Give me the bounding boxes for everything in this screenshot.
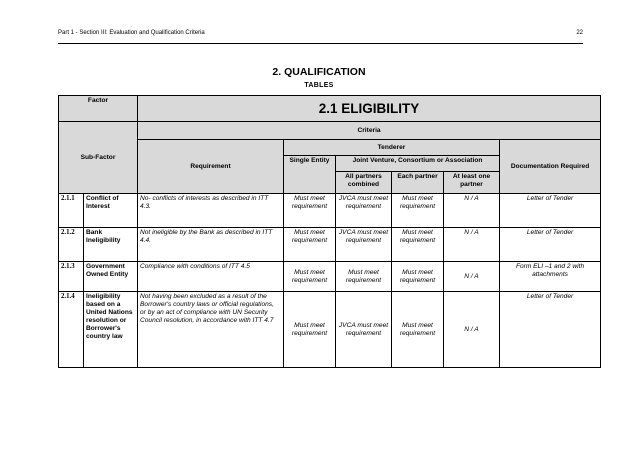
all-partners-header: All partners combined — [336, 172, 392, 194]
at-least-one-cell: N / A — [444, 262, 500, 292]
documentation-cell: Letter of Tender — [500, 194, 601, 228]
all-partners-cell: JVCA must meet requirement — [336, 194, 392, 228]
row-number: 2.1.2 — [59, 228, 84, 262]
table-row — [59, 228, 601, 262]
requirement-cell: Compliance with conditions of ITT 4.5 — [138, 262, 284, 292]
header-section-label: Part 1 - Section III: Evaluation and Qualification Criteria — [58, 30, 205, 36]
table-row — [59, 194, 601, 228]
requirement-cell: Not having been excluded as a result of the Borrower's country laws or official regulations, or by an act of compliance with UN Security Council resolution, in accordance with ITT 4.7 — [138, 292, 284, 368]
at-least-one-cell: N / A — [444, 292, 500, 368]
table-row — [59, 292, 601, 368]
each-partner-cell: Must meet requirement — [392, 228, 444, 262]
row-number: 2.1.3 — [59, 262, 84, 292]
factor-header: Factor — [59, 96, 138, 122]
header-page-number: 22 — [576, 30, 583, 36]
requirement-header: Requirement — [138, 140, 284, 194]
subfactor-cell: Government Owned Entity — [84, 262, 138, 292]
subfactor-cell: Ineligibility based on a United Nations resolution or Borrower's country law — [84, 292, 138, 368]
row-number: 2.1.1 — [59, 194, 84, 228]
at-least-one-cell: N / A — [444, 228, 500, 262]
subfactor-cell: Bank Ineligibility — [84, 228, 138, 262]
jv-header: Joint Venture, Consortium or Association — [336, 156, 500, 172]
all-partners-cell: Must meet requirement — [336, 262, 392, 292]
single-entity-cell: Must meet requirement — [284, 262, 336, 292]
criteria-header: Criteria — [138, 122, 601, 140]
at-least-one-header: At least one partner — [444, 172, 500, 194]
row-number: 2.1.4 — [59, 292, 84, 368]
each-partner-cell: Must meet requirement — [392, 262, 444, 292]
subfactor-header: Sub-Factor — [59, 122, 138, 194]
all-partners-cell: JVCA must meet requirement — [336, 292, 392, 368]
all-partners-cell: JVCA must meet requirement — [336, 228, 392, 262]
each-partner-cell: Must meet requirement — [392, 292, 444, 368]
requirement-cell: Not ineligible by the Bank as described in ITT 4.4. — [138, 228, 284, 262]
eligibility-table — [58, 95, 601, 368]
documentation-cell: Form ELI –1 and 2 with attachments — [500, 262, 601, 292]
tenderer-header: Tenderer — [284, 140, 500, 156]
section-subtitle: TABLES — [304, 82, 334, 89]
documentation-header: Documentation Required — [500, 140, 601, 194]
single-entity-cell: Must meet requirement — [284, 228, 336, 262]
subfactor-cell: Conflict of Interest — [84, 194, 138, 228]
page-header — [58, 29, 583, 44]
each-partner-cell: Must meet requirement — [392, 194, 444, 228]
single-entity-cell: Must meet requirement — [284, 194, 336, 228]
section-title: 2. QUALIFICATION — [272, 66, 366, 78]
each-partner-header: Each partner — [392, 172, 444, 194]
table-row — [59, 262, 601, 292]
requirement-cell: No- conflicts of interests as described in ITT 4.3. — [138, 194, 284, 228]
documentation-cell: Letter of Tender — [500, 228, 601, 262]
at-least-one-cell: N / A — [444, 194, 500, 228]
single-entity-header: Single Entity — [284, 156, 336, 194]
documentation-cell: Letter of Tender — [500, 292, 601, 368]
single-entity-cell: Must meet requirement — [284, 292, 336, 368]
eligibility-header: 2.1 ELIGIBILITY — [138, 96, 601, 122]
